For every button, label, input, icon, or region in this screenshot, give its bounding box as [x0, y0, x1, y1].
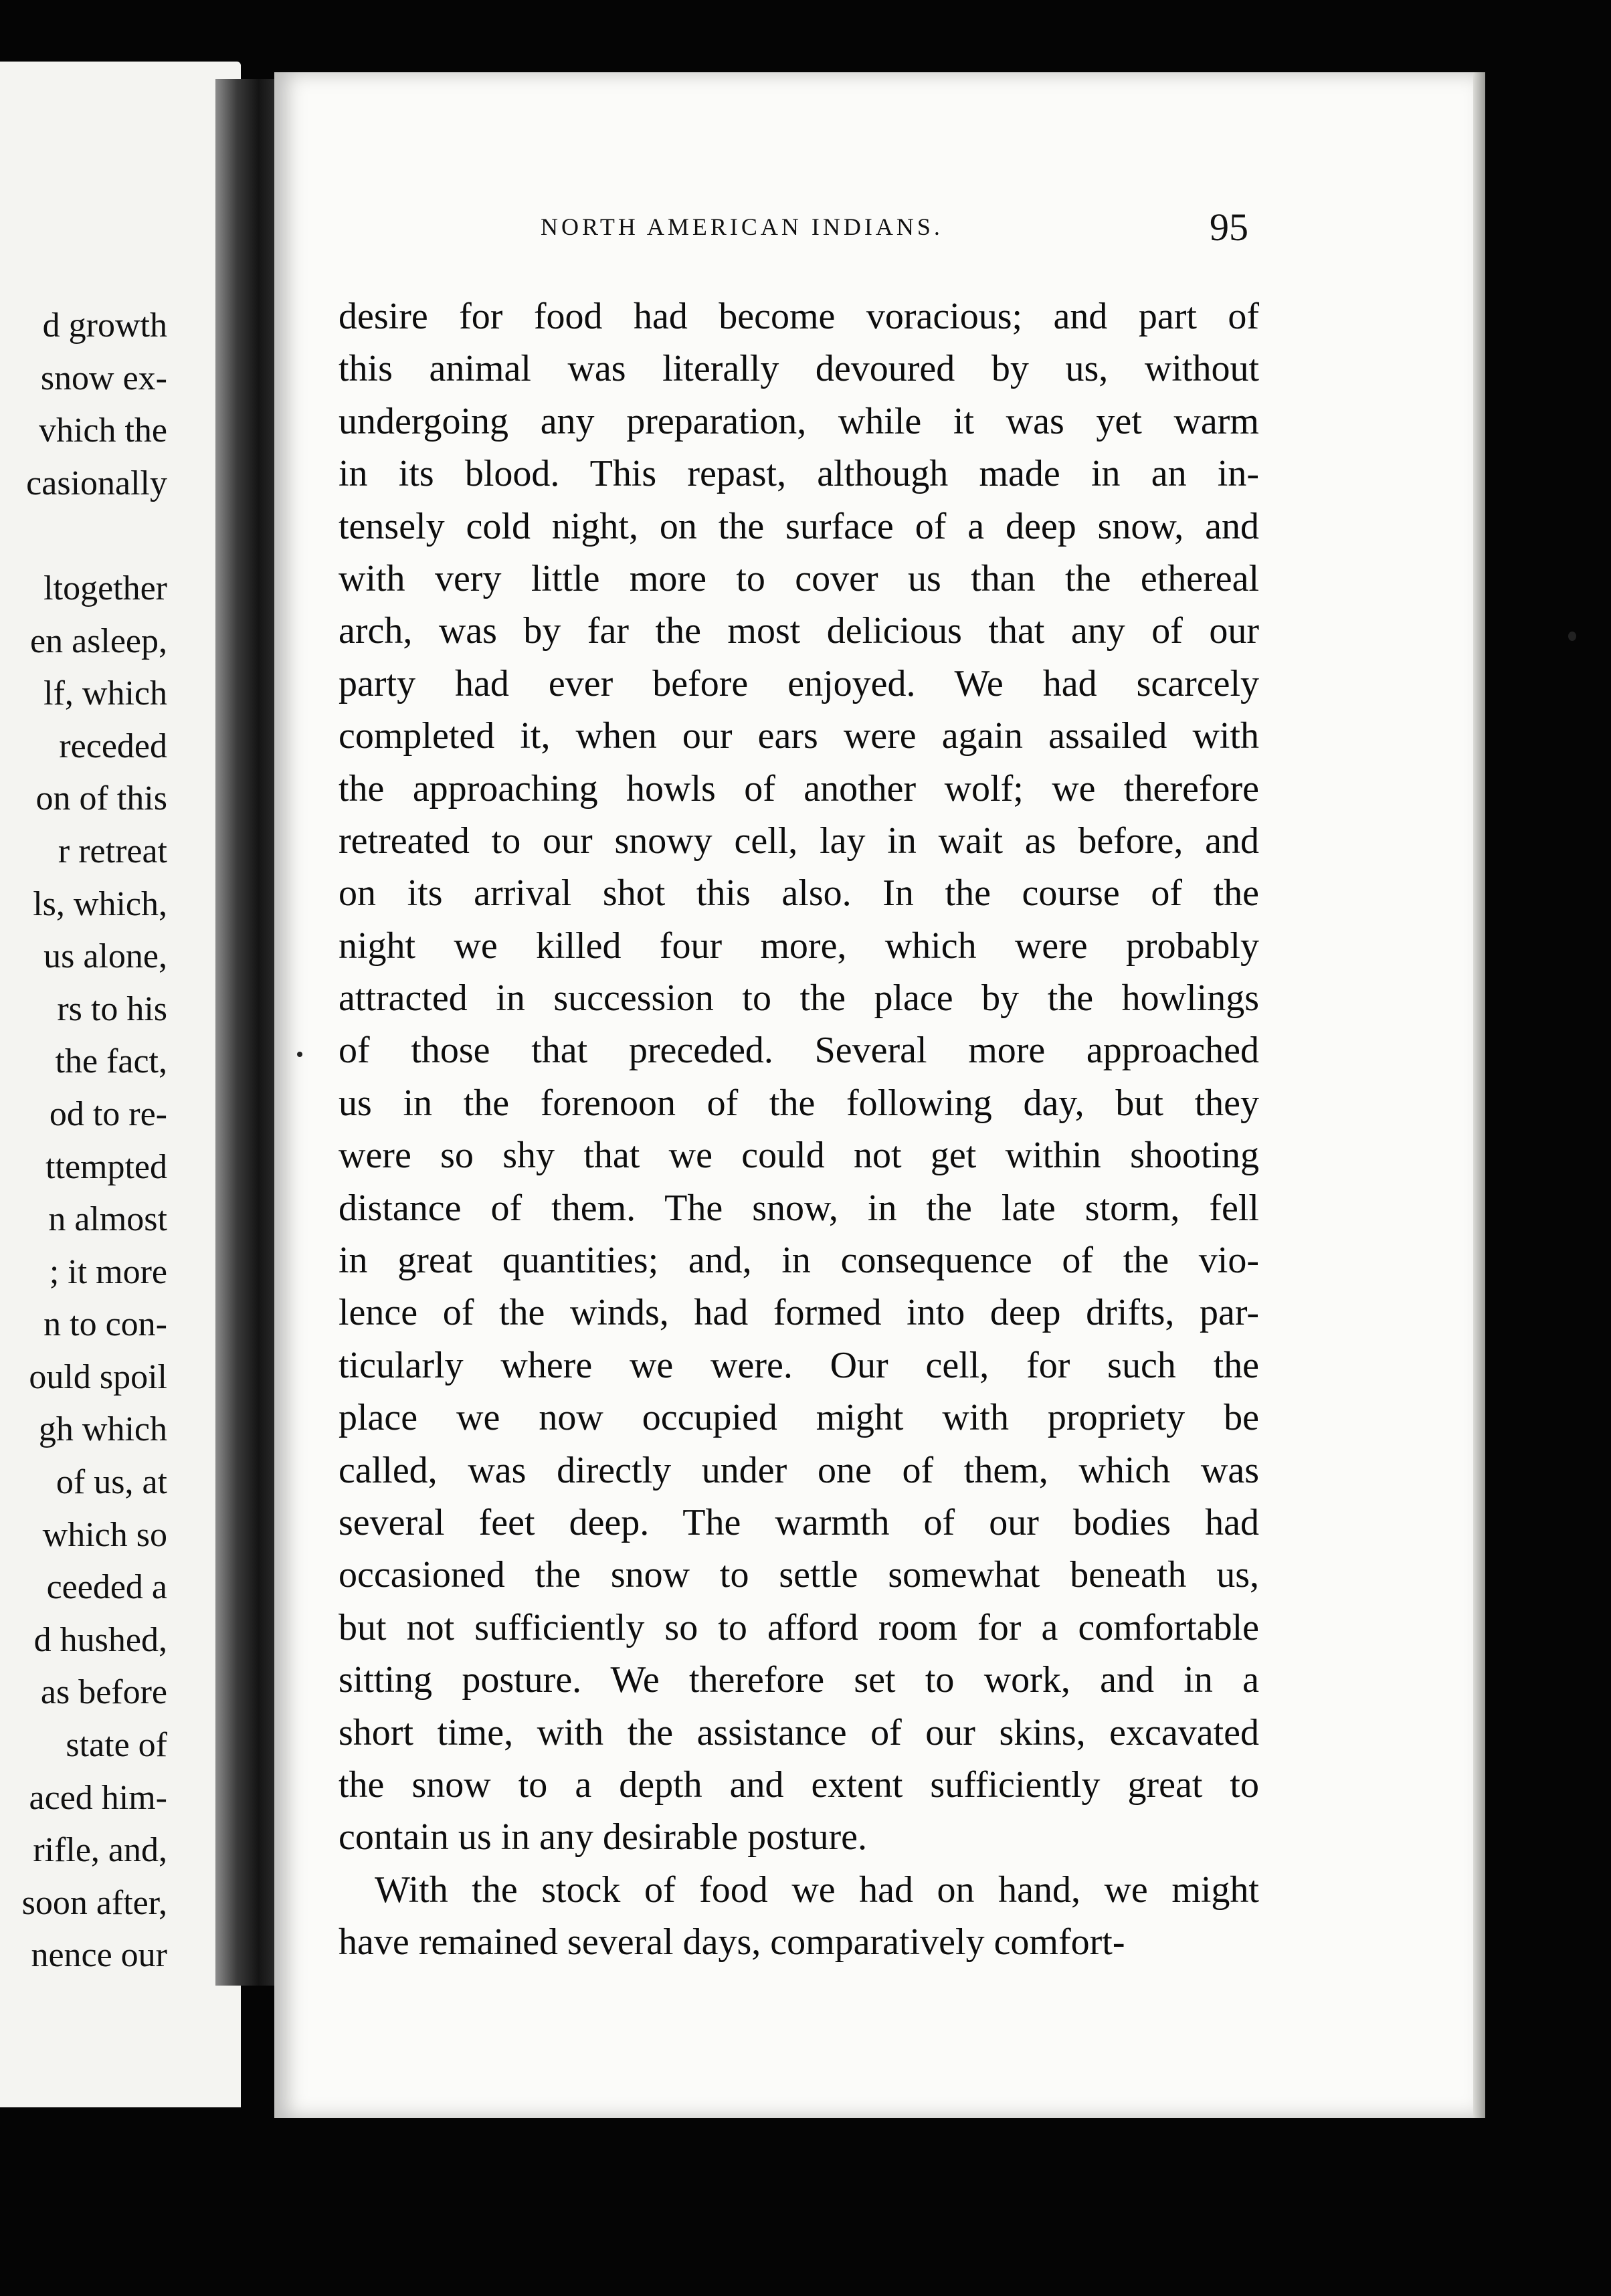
body-line: ticularly where we were. Our cell, for such the	[339, 1344, 1259, 1386]
body-line: night we killed four more, which were probably	[339, 925, 1259, 967]
left-page-line: nence our	[31, 1936, 167, 1975]
body-line: retreated to our snowy cell, lay in wait as before, and	[339, 820, 1259, 862]
left-page-line: r retreat	[58, 832, 167, 870]
left-page-line: lf, which	[43, 674, 167, 713]
ink-speck	[1568, 632, 1576, 641]
body-line: in its blood. This repast, although made in an in-	[339, 453, 1259, 495]
body-line: in great quantities; and, in consequence of the vio-	[339, 1240, 1259, 1282]
left-page-line: aced him-	[29, 1778, 167, 1817]
body-line: the approaching howls of another wolf; we therefore	[339, 767, 1259, 809]
ink-speck	[297, 1052, 302, 1057]
running-head: NORTH AMERICAN INDIANS.	[541, 213, 943, 240]
left-page-line: od to re-	[49, 1094, 167, 1133]
body-line: desire for food had become voracious; and part of	[339, 296, 1259, 337]
body-line: sitting posture. We therefore set to work, and in a	[339, 1659, 1259, 1701]
left-page-line: ould spoil	[29, 1357, 167, 1396]
body-line: With the stock of food we had on hand, we might	[375, 1869, 1259, 1911]
body-line: several feet deep. The warmth of our bodies had	[339, 1501, 1259, 1543]
body-line: called, was directly under one of them, which was	[339, 1449, 1259, 1491]
left-page-line: state of	[66, 1726, 167, 1765]
left-page-line: ceeded a	[46, 1568, 167, 1607]
body-line: on its arrival shot this also. In the course of the	[339, 872, 1259, 915]
left-page-line: en asleep,	[29, 621, 167, 660]
left-page-line: rifle, and,	[33, 1831, 167, 1870]
body-line: occasioned the snow to settle somewhat beneath us,	[339, 1554, 1259, 1596]
left-page-line: n to con-	[43, 1305, 167, 1344]
left-page-line: casionally	[26, 464, 167, 502]
body-line: but not sufficiently so to afford room for a comfortable	[339, 1606, 1259, 1648]
body-line: with very little more to cover us than the ethereal	[339, 557, 1259, 599]
left-page-line: ls, which,	[33, 884, 167, 923]
left-page-line: n almost	[48, 1200, 167, 1239]
left-page-line	[0, 510, 167, 563]
body-line: place we now occupied might with propriety be	[339, 1397, 1259, 1439]
left-page-line: d growth	[42, 306, 167, 345]
left-page-line: on of this	[35, 779, 167, 818]
body-line: undergoing any preparation, while it was yet warm	[339, 400, 1259, 442]
left-page-line: us alone,	[43, 937, 167, 976]
page-edge	[1473, 72, 1485, 2118]
body-line: arch, was by far the most delicious that any of our	[339, 610, 1259, 652]
body-text	[339, 290, 1259, 1969]
body-line: have remained several days, comparatively comfort-	[339, 1921, 1125, 1964]
body-line: short time, with the assistance of our skins, excavated	[339, 1711, 1259, 1753]
book-gutter	[215, 79, 277, 1986]
left-page-line: the fact,	[55, 1042, 167, 1081]
body-line: contain us in any desirable posture.	[339, 1816, 868, 1858]
body-line: this animal was literally devoured by us, without	[339, 348, 1259, 390]
left-page-line: ltogether	[43, 569, 167, 607]
left-page	[0, 62, 241, 2107]
left-page-line: vhich the	[38, 411, 167, 450]
left-page-line: rs to his	[57, 989, 167, 1028]
page-number: 95	[1210, 205, 1248, 249]
left-page-line: gh which	[38, 1410, 167, 1449]
body-line: the snow to a depth and extent sufficiently great to	[339, 1763, 1259, 1806]
body-line: party had ever before enjoyed. We had scarcely	[339, 662, 1259, 704]
left-page-text	[0, 300, 167, 1982]
body-line: lence of the winds, had formed into deep drifts, par-	[339, 1292, 1259, 1334]
body-line: of those that preceded. Several more approached	[339, 1030, 1259, 1072]
body-line: attracted in succession to the place by the howlings	[339, 977, 1259, 1020]
body-line: were so shy that we could not get within shooting	[339, 1135, 1259, 1177]
left-page-line: receded	[59, 727, 167, 765]
body-line: tensely cold night, on the surface of a deep snow, and	[339, 505, 1259, 547]
body-line: completed it, when our ears were again assailed with	[339, 715, 1259, 757]
left-page-line: which so	[42, 1515, 167, 1554]
left-page-line: snow ex-	[40, 359, 167, 397]
left-page-line: d hushed,	[33, 1620, 167, 1659]
body-line: distance of them. The snow, in the late storm, fell	[339, 1187, 1259, 1229]
left-page-line: soon after,	[21, 1883, 167, 1922]
left-page-line: ttempted	[45, 1147, 167, 1186]
left-page-line: of us, at	[56, 1463, 167, 1502]
left-page-line: as before	[40, 1673, 167, 1712]
body-line: us in the forenoon of the following day, but they	[339, 1082, 1259, 1124]
left-page-line: ; it more	[49, 1252, 167, 1291]
